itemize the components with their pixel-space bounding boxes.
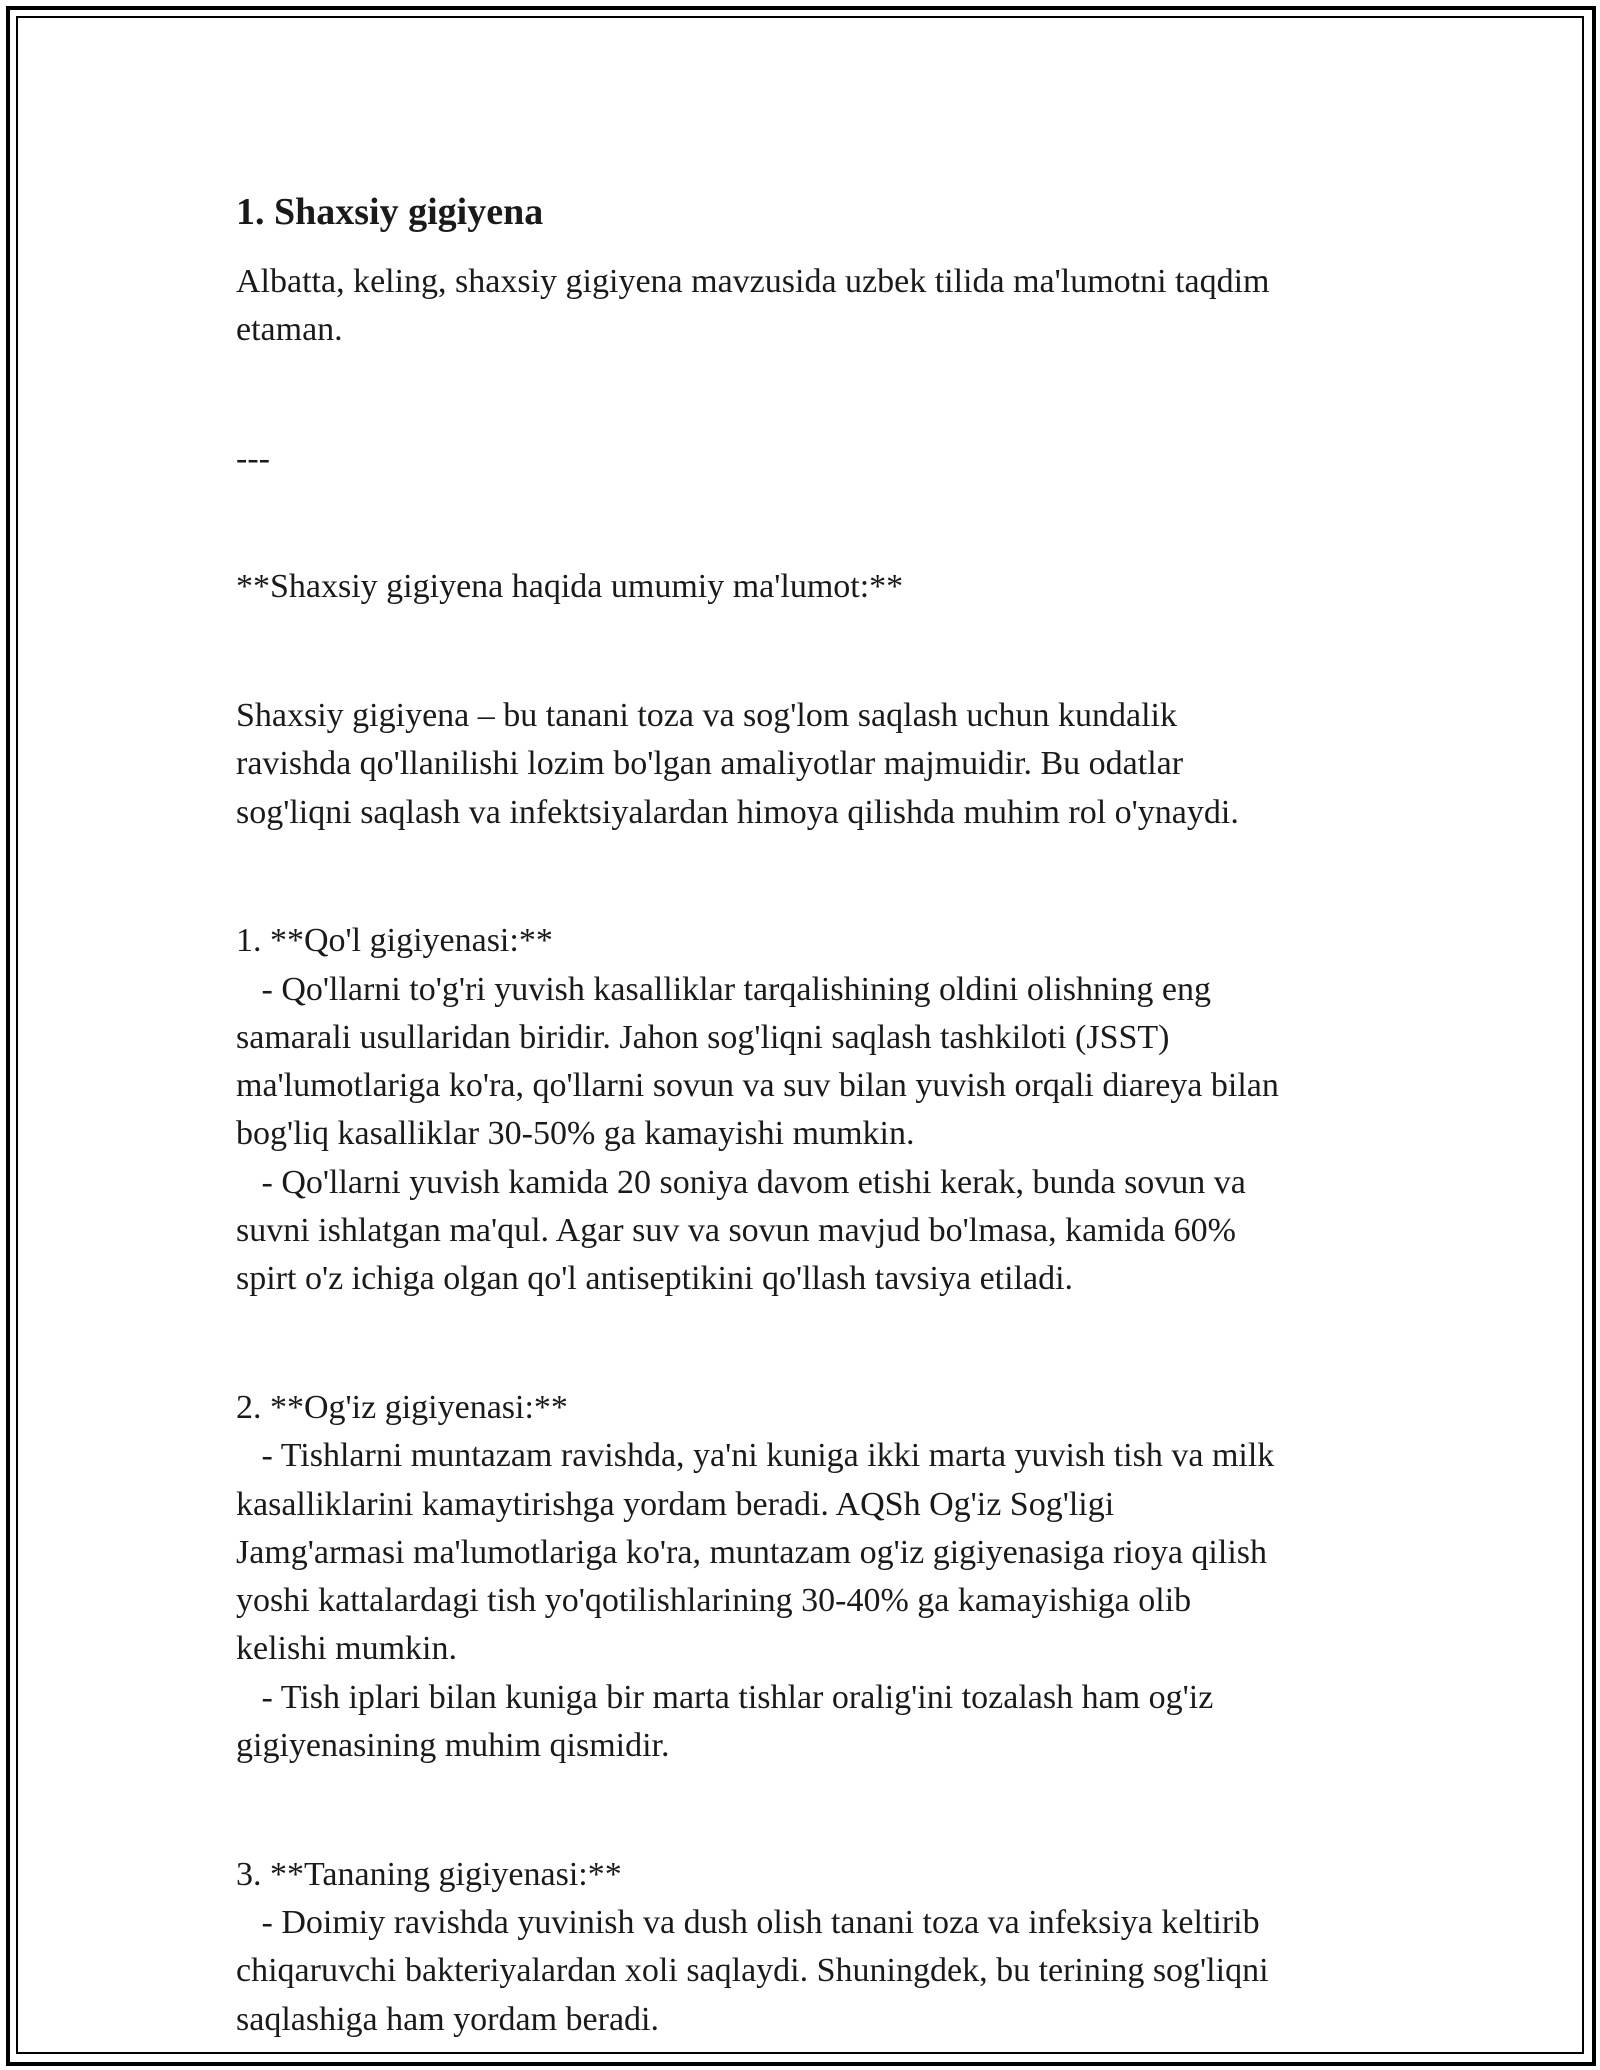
document-text bbox=[236, 258, 1396, 2044]
text-line: saqlashiga ham yordam beradi. bbox=[236, 2000, 659, 2038]
text-line: kelishi mumkin. bbox=[236, 1630, 457, 1668]
text-line: Jamg'armasi ma'lumotlariga ko'ra, muntazam og'iz gigiyenasiga rioya qilish bbox=[236, 1533, 1268, 1571]
text-line: - Qo'llarni yuvish kamida 20 soniya davom etishi kerak, bunda sovun va bbox=[236, 1163, 1246, 1201]
text-line: --- bbox=[236, 439, 270, 477]
document-body bbox=[236, 186, 1396, 2044]
blank-line bbox=[236, 1320, 1396, 1368]
text-line: ravishda qo'llanilishi lozim bo'lgan amaliyotlar majmuidir. Bu odatlar bbox=[236, 745, 1184, 783]
text-line: - Tish iplari bilan kuniga bir marta tishlar oralig'ini tozalash ham og'iz bbox=[236, 1678, 1214, 1716]
text-line: bog'liq kasalliklar 30-50% ga kamayishi mumkin. bbox=[236, 1115, 915, 1153]
text-line: suvni ishlatgan ma'qul. Agar suv va sovun mavjud bo'lmasa, kamida 60% bbox=[236, 1212, 1236, 1250]
blank-line bbox=[236, 853, 1396, 901]
blank-line bbox=[236, 1786, 1396, 1834]
text-line: **Shaxsiy gigiyena haqida umumiy ma'lumot:** bbox=[236, 568, 904, 606]
text-line: chiqaruvchi bakteriyalardan xoli saqlaydi. Shuningdek, bu terining sog'liqni bbox=[236, 1952, 1269, 1990]
text-line: - Doimiy ravishda yuvinish va dush olish tanani toza va infeksiya keltirib bbox=[236, 1903, 1260, 1941]
text-line: 3. **Tananing gigiyenasi:** bbox=[236, 1855, 622, 1893]
text-line: 2. **Og'iz gigiyenasi:** bbox=[236, 1388, 568, 1426]
text-line: kasalliklarini kamaytirishga yordam beradi. AQSh Og'iz Sog'ligi bbox=[236, 1485, 1115, 1523]
text-line: - Tishlarni muntazam ravishda, ya'ni kuniga ikki marta yuvish tish va milk bbox=[236, 1437, 1275, 1475]
text-line: etaman. bbox=[236, 311, 343, 349]
blank-line bbox=[236, 628, 1396, 676]
text-line: samarali usullaridan biridir. Jahon sog'liqni saqlash tashkiloti (JSST) bbox=[236, 1018, 1170, 1056]
text-line: 1. **Qo'l gigiyenasi:** bbox=[236, 922, 553, 960]
text-line: - Qo'llarni to'g'ri yuvish kasalliklar tarqalishining oldini olishning eng bbox=[236, 970, 1211, 1008]
text-line: yoshi kattalardagi tish yo'qotilishlarining 30-40% ga kamayishiga olib bbox=[236, 1582, 1192, 1620]
text-line: Shaxsiy gigiyena – bu tanani toza va sog'lom saqlash uchun kundalik bbox=[236, 697, 1177, 735]
text-line: gigiyenasining muhim qismidir. bbox=[236, 1727, 670, 1765]
text-line: spirt o'z ichiga olgan qo'l antiseptikini qo'llash tavsiya etiladi. bbox=[236, 1260, 1074, 1298]
text-line: ma'lumotlariga ko'ra, qo'llarni sovun va suv bilan yuvish orqali diareya bilan bbox=[236, 1067, 1279, 1105]
text-line: Albatta, keling, shaxsiy gigiyena mavzusida uzbek tilida ma'lumotni taqdim bbox=[236, 263, 1270, 300]
text-line: sog'liqni saqlash va infektsiyalardan himoya qilishda muhim rol o'ynaydi. bbox=[236, 793, 1239, 831]
blank-line bbox=[236, 499, 1396, 547]
blank-line bbox=[236, 371, 1396, 419]
section-heading: 1. Shaxsiy gigiyena bbox=[236, 191, 544, 233]
